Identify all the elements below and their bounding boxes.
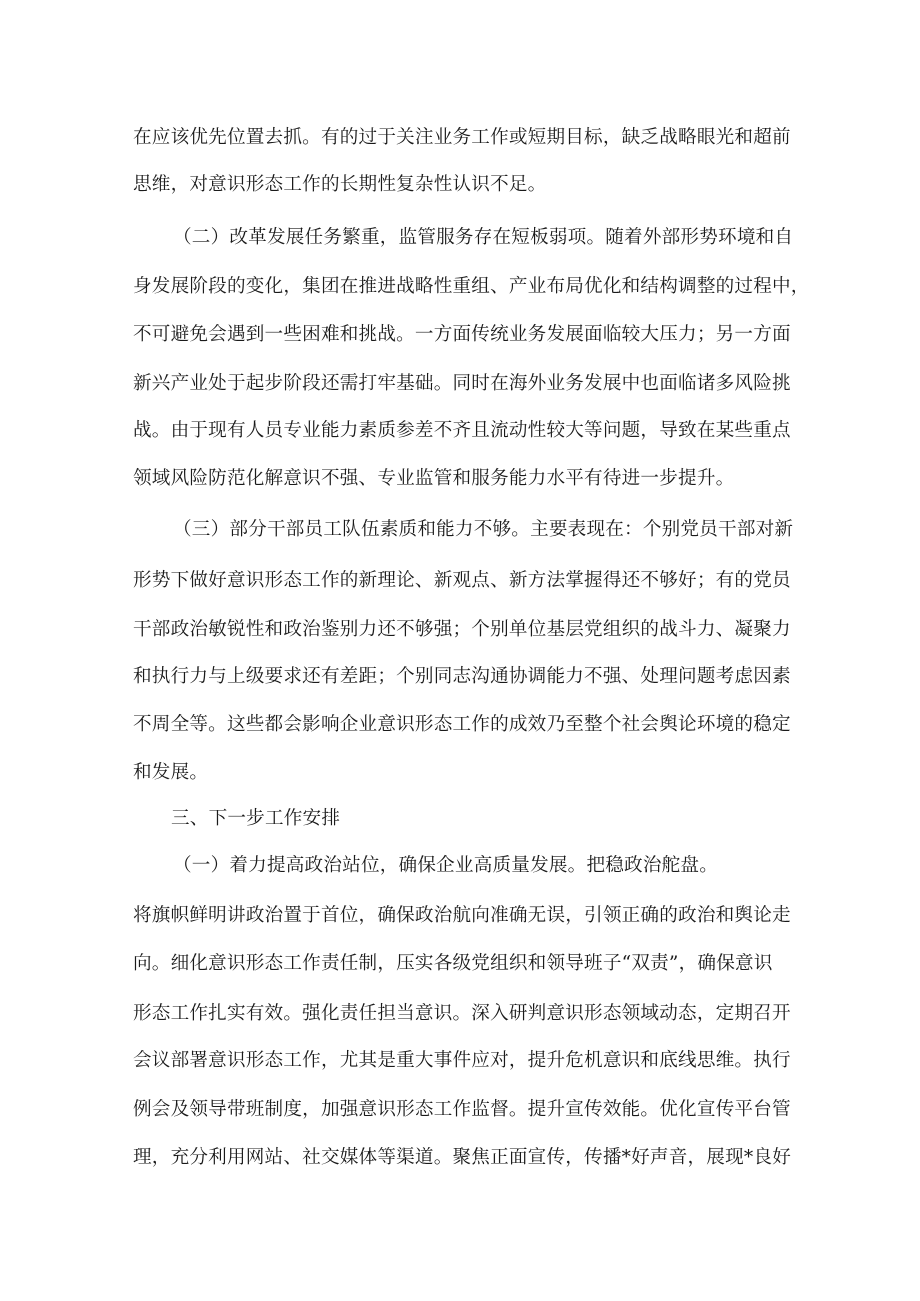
section-2-heading-line: （二）改革发展任务繁重，监管服务存在短板弱项。随着外部形势环境和自 bbox=[173, 227, 794, 248]
paragraph-line: 思维，对意识形态工作的长期性复杂性认识不足。 bbox=[133, 174, 547, 195]
paragraph-line: 和执行力与上级要求还有差距；个别同志沟通协调能力不强、处理问题考虑因素 bbox=[133, 666, 791, 687]
paragraph-line: 例会及领导带班制度，加强意识形态工作监督。提升宣传效能。优化宣传平台管 bbox=[133, 1099, 791, 1120]
paragraph-line: 干部政治敏锐性和政治鉴别力还不够强；个别单位基层党组织的战斗力、凝聚力 bbox=[133, 619, 791, 640]
section-3-heading-line: （三）部分干部员工队伍素质和能力不够。主要表现在：个别党员干部对新 bbox=[173, 519, 794, 540]
paragraph-line: 新兴产业处于起步阶段还需打牢基础。同时在海外业务发展中也面临诸多风险挑 bbox=[133, 373, 791, 394]
paragraph-line: 会议部署意识形态工作，尤其是重大事件应对，提升危机意识和底线思维。执行 bbox=[133, 1050, 791, 1071]
paragraph-line: 向。细化意识形态工作责任制，压实各级党组织和领导班子“双责”，确保意识 bbox=[133, 953, 773, 974]
chapter-3-heading: 三、下一步工作安排 bbox=[171, 808, 341, 829]
paragraph-line: 形态工作扎实有效。强化责任担当意识。深入研判意识形态领域动态，定期召开 bbox=[133, 1003, 791, 1024]
paragraph-line: 将旗帜鲜明讲政治置于首位，确保政治航向准确无误，引领正确的政治和舆论走 bbox=[133, 905, 791, 926]
paragraph-line: 不周全等。这些都会影响企业意识形态工作的成效乃至整个社会舆论环境的稳定 bbox=[133, 714, 791, 735]
paragraph-line: 战。由于现有人员专业能力素质参差不齐且流动性较大等问题，导致在某些重点 bbox=[133, 420, 791, 441]
paragraph-line: 领域风险防范化解意识不强、专业监管和服务能力水平有待进一步提升。 bbox=[133, 468, 735, 489]
paragraph-line: 在应该优先位置去抓。有的过于关注业务工作或短期目标，缺乏战略眼光和超前 bbox=[133, 127, 791, 148]
paragraph-line: 身发展阶段的变化，集团在推进战略性重组、产业布局优化和结构调整的过程中， bbox=[133, 276, 810, 297]
paragraph-line: 理，充分利用网站、社交媒体等渠道。聚焦正面宣传，传播*好声音，展现*良好 bbox=[133, 1147, 791, 1168]
paragraph-line: 形势下做好意识形态工作的新理论、新观点、新方法掌握得还不够好；有的党员 bbox=[133, 570, 791, 591]
paragraph-line: 和发展。 bbox=[133, 762, 209, 783]
subsection-1-heading-line: （一）着力提高政治站位，确保企业高质量发展。把稳政治舵盘。 bbox=[173, 855, 719, 876]
paragraph-line: 不可避免会遇到一些困难和挑战。一方面传统业务发展面临较大压力；另一方面 bbox=[133, 324, 791, 345]
